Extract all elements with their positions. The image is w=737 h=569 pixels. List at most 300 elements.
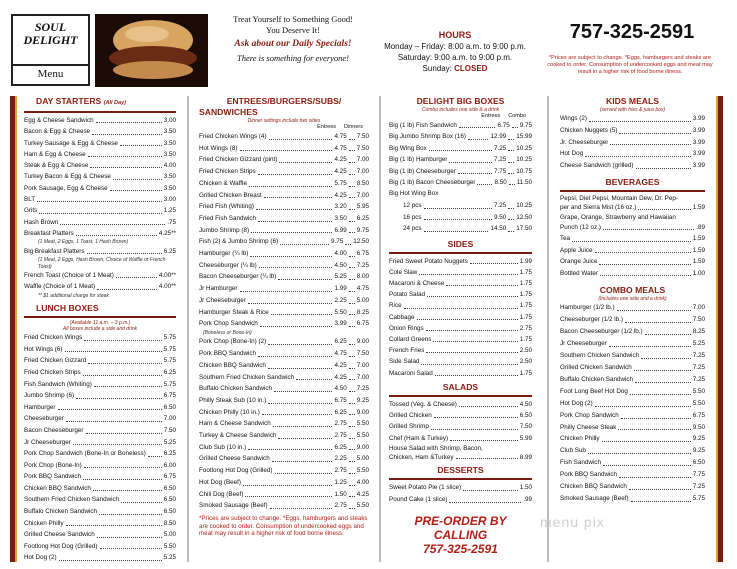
item-name: Fish Sandwich (Whiting) [24, 380, 92, 388]
menu-item [199, 336, 369, 348]
menu-item [24, 506, 176, 518]
item-price-dinner: 7.00 [356, 168, 369, 176]
hours-saturday: Saturday: 9:00 a.m. to 9:00 p.m. [397, 53, 513, 62]
item-price-entree: 9.75 [330, 238, 344, 246]
item-price: 6.50 [163, 403, 176, 411]
item-name: Fried Chicken Strips [24, 368, 81, 376]
item-price: .75 [167, 218, 176, 226]
leader-dots [634, 362, 691, 371]
item-name: Bacon & Egg & Cheese [24, 128, 91, 136]
item-price: 5.75 [163, 357, 176, 365]
item-name: Hot Wings (6) [24, 345, 63, 353]
item-price-entree: 7.75 [493, 167, 507, 175]
menu-item [24, 494, 176, 506]
leader-dots [625, 314, 691, 323]
item-name: Pork Sausage, Egg & Cheese [24, 184, 108, 192]
item-price-dinner: 8.00 [356, 273, 369, 281]
leader-dots [421, 356, 517, 364]
menu-item [560, 326, 705, 338]
menu-item [389, 356, 532, 367]
leader-dots [97, 281, 157, 289]
leader-dots [240, 283, 333, 292]
item-name: BLT [24, 196, 36, 204]
leader-dots [424, 212, 492, 220]
menu-item [24, 183, 176, 194]
item-name: Bacon Cheeseburger [24, 426, 84, 434]
item-price: 8.50 [163, 519, 176, 527]
section-bar [24, 316, 176, 318]
item-price-dinner: 5.50 [356, 502, 369, 510]
menu-item [199, 418, 369, 430]
item-price-entree: 3.20 [334, 203, 347, 211]
item-price: 9.25 [692, 447, 705, 455]
item-name: Chicken Philly [24, 519, 64, 527]
item-name: Hamburger (¼ lb) [199, 250, 249, 258]
leader-dots [84, 460, 162, 469]
item-name: Smoked Sausage (Beef) [560, 494, 629, 502]
item-name: Fish (2) & Jumbo Shrimp (6) [199, 238, 279, 246]
leader-dots [629, 481, 691, 490]
item-price: 1.75 [519, 302, 532, 310]
leader-dots [273, 418, 333, 427]
leader-dots [602, 433, 691, 442]
item-name: Fried Chicken Wings (4) [199, 133, 267, 140]
menu-item [199, 318, 369, 330]
item-price-dinner: 10.25 [516, 156, 532, 164]
item-name: Pork Chop (Bone-In) (2) [199, 338, 267, 346]
menu-item [199, 143, 369, 155]
item-name: Jr Cheeseburger [24, 438, 71, 446]
item-price: 9.25 [692, 435, 705, 443]
menu-item [560, 148, 705, 160]
leader-dots [268, 336, 332, 345]
item-price: 5.75 [163, 334, 176, 342]
item-price: 5.75 [163, 345, 176, 353]
kids-sub: (served with fries & juice box) [599, 107, 666, 113]
item-price: 7.25 [692, 364, 705, 372]
menu-item [24, 344, 176, 356]
section-bar [389, 478, 532, 480]
entrees-title-2: SANDWICHES [199, 107, 258, 117]
item-price: 4.00** [158, 283, 176, 291]
item-price: 6.75 [163, 473, 176, 481]
leader-dots [88, 149, 162, 157]
item-name: Steak & Egg & Cheese [24, 162, 89, 170]
menu-item [24, 217, 176, 228]
item-name: Big Jumbo Shrimp Box (16) [389, 133, 466, 141]
leader-dots [636, 160, 691, 169]
item-name: Jr Hamburger [199, 285, 238, 293]
item-name: Jr. Cheeseburger [560, 138, 609, 146]
big-breakfast-note: (1 Meat, 2 Eggs, Hash Brown, Choice of Waffle or French Toast) [38, 257, 166, 270]
leader-dots [96, 115, 162, 123]
item-price-entree: 4.50 [334, 261, 347, 269]
menu-item [560, 469, 705, 481]
item-price-dinner: 5.95 [356, 203, 369, 211]
leader-dots [268, 395, 332, 404]
menu-item [199, 213, 369, 225]
item-name: Pork BBQ Sandwich [24, 473, 82, 481]
column-2 [199, 96, 369, 562]
leader-dots [269, 131, 333, 140]
item-name: Fried Chicken Gizzard (pint) [199, 156, 278, 164]
item-name: Smoked Sausage (Beef) [199, 502, 268, 510]
menu-item [199, 248, 369, 260]
item-price: 3.50 [163, 173, 176, 181]
leader-dots [589, 113, 691, 122]
leader-dots [148, 448, 162, 457]
item-name: Pound Cake (1 slice) [389, 495, 448, 503]
combo-title: COMBO MEALS [599, 285, 666, 296]
item-price-dinner: 10.25 [516, 202, 532, 210]
item-price-dinner: 7.50 [356, 133, 369, 140]
item-price-entree: 2.25 [334, 296, 347, 304]
leader-dots [641, 350, 691, 359]
item-price-entree: 7.25 [493, 156, 507, 164]
menu-item [389, 143, 532, 154]
menu-item [24, 281, 176, 292]
item-name: Chicken BBQ Sandwich [560, 483, 627, 491]
leader-dots [477, 177, 492, 185]
item-name: Big (1 lb) Fish Sandwich [389, 122, 457, 129]
menu-item [199, 154, 369, 166]
item-name: 24 pcs [403, 225, 422, 233]
menu-item [199, 489, 369, 501]
grape-line: Grape, Orange, Strawberry and Hawaiian [560, 213, 676, 221]
leader-dots [262, 407, 333, 416]
item-price: 5.50 [163, 542, 176, 550]
item-price-dinner: 10.75 [516, 167, 532, 175]
item-name: Big Breakfast Platters [24, 247, 85, 255]
item-name: Footlong Hot Dog (Grilled) [199, 467, 273, 475]
menu-item [560, 160, 705, 172]
phone-number[interactable]: 757-325-2591 [569, 21, 695, 43]
item-price-dinner: 12.50 [353, 238, 369, 246]
leader-dots [39, 205, 161, 213]
item-price-entree: 2.75 [334, 420, 347, 428]
leader-dots [83, 367, 162, 376]
big-boxes-col-heads: Entrees Combo [481, 113, 526, 119]
breakfast-note: (1 Meat, 2 Eggs, 1 Toast, 1 Hash Brown) [38, 239, 129, 246]
item-price: 1.75 [519, 369, 532, 377]
menu-item [24, 437, 176, 449]
leader-dots [59, 552, 162, 561]
item-price-dinner: 4.75 [356, 285, 369, 293]
tagline [218, 14, 368, 64]
item-price: 7.25 [692, 483, 705, 491]
item-price-dinner: 9.00 [356, 338, 369, 346]
menu-item [560, 457, 705, 469]
item-price-entree: 6.25 [334, 408, 347, 416]
item-price-entree: 4.00 [334, 250, 347, 258]
lunch-boxes-title: LUNCH BOXES [36, 303, 99, 314]
item-name: Chicken Philly [560, 435, 600, 443]
preorder-phone[interactable]: 757-325-2591 [423, 541, 498, 556]
menu-item [24, 332, 176, 344]
leader-dots [92, 126, 162, 134]
soda-line-2: per and Sierra Mist (16 oz.) 1.59 [560, 203, 705, 211]
menu-item [24, 413, 176, 425]
leader-dots [258, 348, 332, 357]
item-price: 7.50 [692, 316, 705, 324]
item-price: 1.75 [519, 280, 532, 288]
menu-item [24, 126, 176, 137]
item-price: 3.00 [163, 196, 176, 204]
brand-line-1: SOUL [34, 20, 67, 34]
leader-dots [259, 260, 333, 269]
leader-dots [434, 410, 518, 418]
item-name: Pork Chop Sandwich [199, 320, 258, 328]
item-price-entree: 5.75 [334, 179, 347, 187]
leader-dots [264, 190, 333, 199]
entrees-sub: Dinner settings include two sides [247, 118, 321, 124]
item-price: 3.50 [163, 184, 176, 192]
item-price: 6.25 [163, 368, 176, 376]
leader-dots [251, 225, 332, 234]
item-price-entree: 12.99 [490, 133, 507, 141]
menu-item [24, 160, 176, 171]
item-name: Pork BBQ Sandwich [560, 471, 618, 479]
item-price: 3.99 [692, 138, 705, 146]
menu-item [199, 271, 369, 283]
leader-dots [429, 143, 492, 151]
item-name: Southern Fried Chicken Sandwich [199, 373, 295, 381]
menu-item [560, 445, 705, 457]
item-price: 1.99 [519, 257, 532, 265]
leader-dots [459, 120, 496, 128]
leader-dots [274, 383, 332, 392]
item-price-dinner: 8.50 [356, 179, 369, 187]
divider-3 [547, 96, 549, 562]
tagline-2: You Deserve It! [266, 25, 320, 35]
menu-item [24, 529, 176, 541]
item-price: 6.00 [163, 461, 176, 469]
menu-item [199, 372, 369, 384]
item-price: 1.00 [692, 269, 705, 277]
menu-item [560, 113, 705, 125]
leader-dots [435, 368, 518, 376]
item-name: Philly Cheese Steak [560, 423, 617, 431]
item-price-dinner: 9.00 [356, 408, 369, 416]
item-name: Grilled Chicken Sandwich [560, 364, 632, 372]
leader-dots [599, 256, 690, 265]
watermark: menu pix [540, 514, 605, 530]
leader-dots [296, 372, 332, 381]
menu-item [560, 338, 705, 350]
menu-item [389, 368, 532, 379]
menu-item [389, 131, 532, 142]
menu-item [389, 267, 532, 278]
leader-dots [84, 332, 162, 341]
leader-dots [603, 457, 691, 466]
menu-item [560, 302, 705, 314]
desserts-title: DESSERTS [437, 464, 484, 475]
item-price: 9.50 [692, 423, 705, 431]
item-name: Tea [560, 235, 571, 243]
menu-item [199, 383, 369, 395]
item-name: Fried Sweet Potato Nuggets [389, 257, 468, 265]
leader-dots [450, 433, 518, 441]
item-price-dinner: 7.00 [356, 191, 369, 199]
menu-item [389, 345, 532, 356]
leader-dots [603, 222, 694, 231]
leader-dots [463, 482, 518, 491]
leader-dots [66, 518, 162, 527]
item-name: Breakfast Platters [24, 229, 74, 237]
item-name: Macaroni Salad [389, 369, 433, 377]
menu-item [560, 481, 705, 493]
leader-dots [630, 386, 691, 395]
item-name: Jumbo Shrimp (8) [199, 226, 250, 234]
leader-dots [572, 233, 691, 242]
item-price: 7.75 [692, 471, 705, 479]
menu-item [199, 430, 369, 442]
combo-sub: (Includes one side and a drink) [598, 296, 667, 303]
item-name: 12 pcs [403, 202, 422, 210]
item-price: 1.75 [519, 336, 532, 344]
item-name: Hot Dog (Beef) [199, 478, 241, 486]
menu-item [199, 295, 369, 307]
item-price-dinner: 7.50 [356, 144, 369, 152]
leader-dots [404, 300, 518, 308]
item-price-dinner: 15.99 [516, 133, 532, 141]
menu-item [403, 212, 532, 223]
brand-line-2: DELIGHT [23, 33, 78, 47]
leader-dots [470, 256, 518, 264]
leader-dots [66, 413, 162, 422]
leader-dots [419, 267, 517, 275]
preorder-line-1: PRE-ORDER BY CALLING [414, 513, 507, 542]
menu-item [199, 407, 369, 419]
leader-dots [58, 402, 162, 411]
item-name: Grilled Chicken Breast [199, 191, 262, 199]
item-name: Bottled Water [560, 269, 598, 277]
menu-item [24, 355, 176, 367]
item-price: 6.50 [163, 484, 176, 492]
item-price: 1.75 [519, 268, 532, 276]
leader-dots [88, 355, 161, 364]
item-price: 5.99 [519, 434, 532, 442]
item-name: Turkey Sausage & Egg & Cheese [24, 139, 118, 147]
item-price: 1.50 [519, 483, 532, 491]
item-name: Pork Chop Sandwich [560, 411, 619, 419]
item-price: 4.25** [158, 229, 176, 237]
item-name: Hot Dog [560, 150, 584, 158]
big-boxes-title: DELIGHT BIG BOXES [416, 96, 505, 106]
item-name: Tossed (Veg. & Cheese) [389, 400, 457, 408]
leader-dots [417, 312, 518, 320]
menu-item [560, 245, 705, 257]
leader-dots [243, 477, 332, 486]
item-price-dinner: 7.25 [356, 385, 369, 393]
right-band [718, 96, 723, 562]
item-name: Hot Dog (2) [560, 399, 593, 407]
section-bar [389, 395, 532, 397]
item-name: Grilled Chicken [389, 412, 432, 420]
item-name: Cabbage [389, 313, 415, 321]
divider-2 [379, 96, 381, 562]
leader-dots [97, 529, 162, 538]
item-price: 1.59 [692, 246, 705, 254]
item-name: Chicken BBQ Sandwich [24, 484, 91, 492]
item-name: Pork Chop Sandwich (Bone-In or Boneless) [24, 450, 146, 458]
item-price: 1.59 [692, 235, 705, 243]
leader-dots [240, 143, 333, 152]
leader-dots [645, 326, 691, 335]
item-name: Foot Long Beef Hot Dog [560, 387, 628, 395]
kids-title: KIDS MEALS [606, 96, 659, 106]
item-name: Cole Slaw [389, 268, 418, 276]
item-price-dinner: 5.50 [356, 432, 369, 440]
leader-dots [94, 379, 162, 388]
leader-dots [424, 200, 492, 208]
item-price-dinner: 7.00 [356, 373, 369, 381]
menu-item [560, 256, 705, 268]
leader-dots [426, 323, 518, 331]
item-price-entree: 2.75 [334, 432, 347, 440]
item-name: Bacon Cheeseburger (¼ lb) [199, 273, 277, 281]
item-price: 1.75 [519, 313, 532, 321]
leader-dots [609, 338, 691, 347]
item-name: Ham & Cheese Sandwich [199, 420, 271, 428]
menu-item [24, 379, 176, 391]
menu-item [389, 278, 532, 289]
item-name: Hamburger [24, 403, 56, 411]
item-name: 16 pcs [403, 213, 422, 221]
menu-item [24, 448, 176, 460]
menu-item [24, 246, 176, 257]
pork-chop-note: (Boneless or Bone-In) [203, 329, 252, 336]
item-price-entree: 3.99 [334, 320, 347, 328]
item-name: Punch (12 oz.) [560, 223, 601, 231]
item-name: Side Salad [389, 358, 420, 366]
item-price-dinner: 12.50 [516, 213, 532, 221]
burger-photo [95, 14, 208, 87]
leader-dots [424, 223, 489, 231]
item-name: Fried Chicken Strips [199, 168, 256, 176]
item-price: 1.59 [692, 258, 705, 266]
entrees-col-heads: Entrees Dinners [317, 124, 363, 130]
item-name: Buffalo Chicken Sandwich [24, 508, 98, 516]
leader-dots [635, 374, 691, 383]
item-name: Fish Sandwich [560, 459, 601, 467]
leader-dots [248, 295, 333, 304]
leader-dots [258, 213, 332, 222]
item-name: Hot Dog (2) [24, 554, 57, 562]
item-name: Southern Fried Chicken Sandwich [24, 496, 120, 504]
item-price: 2.50 [519, 347, 532, 355]
menu-item [199, 395, 369, 407]
item-name: Sweet Potato Pie (1 slice) [389, 483, 462, 491]
hours-title: HOURS [438, 30, 472, 40]
leader-dots [449, 154, 492, 162]
item-name: Chili Dog (Beef) [199, 490, 244, 498]
tagline-4: There is something for everyone! [236, 53, 350, 63]
item-price-entree: 2.75 [334, 467, 347, 475]
item-name: Bacon Cheeseburger (1/2 lb.) [560, 328, 643, 336]
item-price: 3.50 [163, 150, 176, 158]
leader-dots [87, 246, 162, 254]
item-name: Fried Fish (Whiting) [199, 203, 254, 211]
menu-item [24, 471, 176, 483]
leader-dots [73, 437, 162, 446]
leader-dots [245, 489, 332, 498]
leader-dots [272, 453, 333, 462]
item-price: 4.00 [163, 162, 176, 170]
item-name: Club Sub [560, 447, 586, 455]
left-band-accent [15, 96, 17, 562]
beverages-title: BEVERAGES [605, 176, 660, 187]
